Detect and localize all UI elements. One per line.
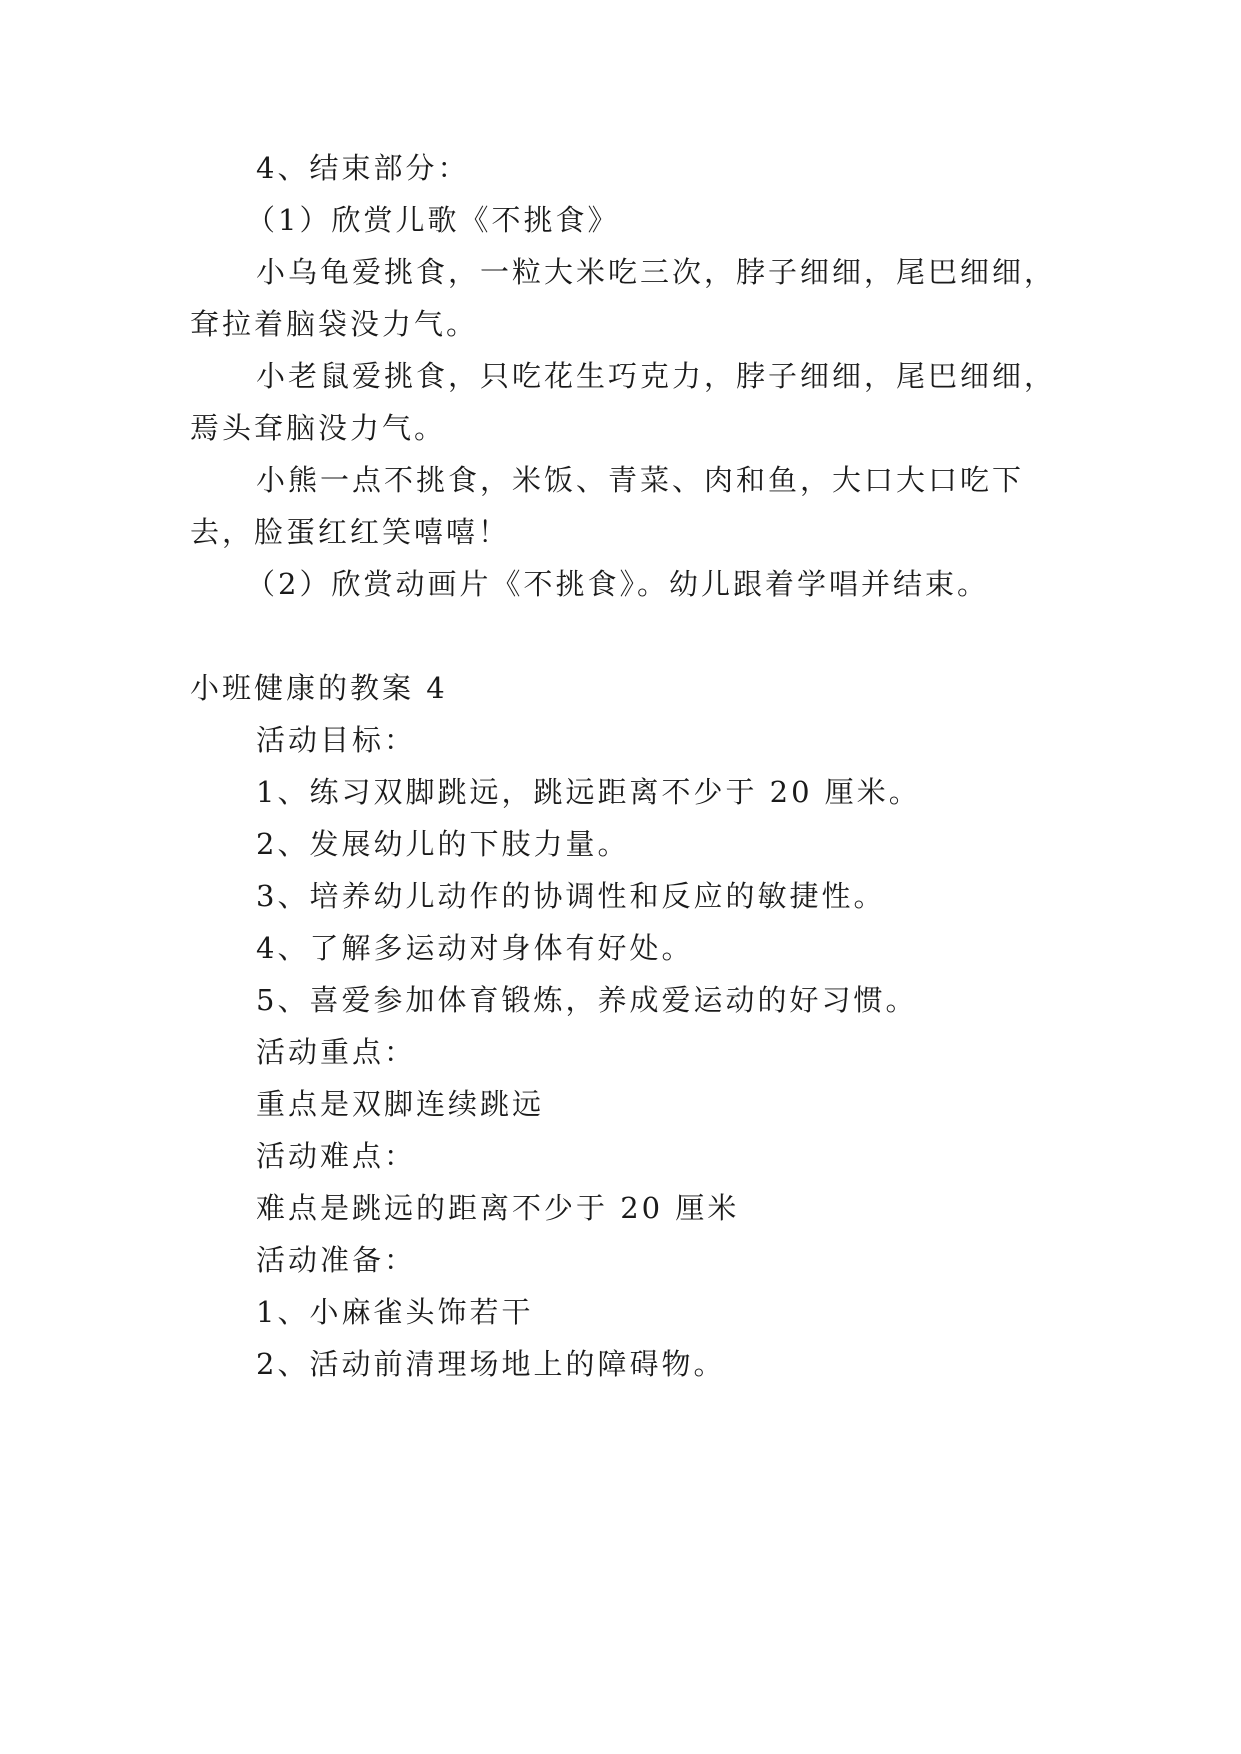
focus-heading: 活动重点： <box>256 1035 417 1069</box>
goal-item: 2、发展幼儿的下肢力量。 <box>256 827 630 861</box>
list-item: （1）欣赏儿歌《不挑食》 <box>246 203 620 237</box>
verse-line: 小乌龟爱挑食，一粒大米吃三次，脖子细细，尾巴细细， <box>256 255 1057 289</box>
prep-item: 1、小麻雀头饰若干 <box>256 1295 534 1329</box>
verse-line: 焉头耷脑没力气。 <box>190 411 447 445</box>
goal-item: 3、培养幼儿动作的协调性和反应的敏捷性。 <box>256 879 886 913</box>
goal-item: 4、了解多运动对身体有好处。 <box>256 931 694 965</box>
section-heading: 4、结束部分： <box>256 151 470 185</box>
prep-item: 2、活动前清理场地上的障碍物。 <box>256 1347 726 1381</box>
prep-heading: 活动准备： <box>256 1243 417 1277</box>
focus-text: 重点是双脚连续跳远 <box>256 1087 545 1121</box>
verse-line: 耷拉着脑袋没力气。 <box>190 307 479 341</box>
goal-item: 5、喜爱参加体育锻炼，养成爱运动的好习惯。 <box>256 983 918 1017</box>
goals-heading: 活动目标： <box>256 723 417 757</box>
goal-item: 1、练习双脚跳远，跳远距离不少于 20 厘米。 <box>256 775 921 809</box>
difficulty-text: 难点是跳远的距离不少于 20 厘米 <box>256 1191 740 1225</box>
verse-line: 去，脸蛋红红笑嘻嘻！ <box>190 515 511 549</box>
verse-line: 小老鼠爱挑食，只吃花生巧克力，脖子细细，尾巴细细， <box>256 359 1057 393</box>
difficulty-heading: 活动难点： <box>256 1139 417 1173</box>
list-item: （2）欣赏动画片《不挑食》。幼儿跟着学唱并结束。 <box>246 567 989 601</box>
lesson-title: 小班健康的教案 4 <box>190 671 448 705</box>
verse-line: 小熊一点不挑食，米饭、青菜、肉和鱼，大口大口吃下 <box>256 463 1025 497</box>
